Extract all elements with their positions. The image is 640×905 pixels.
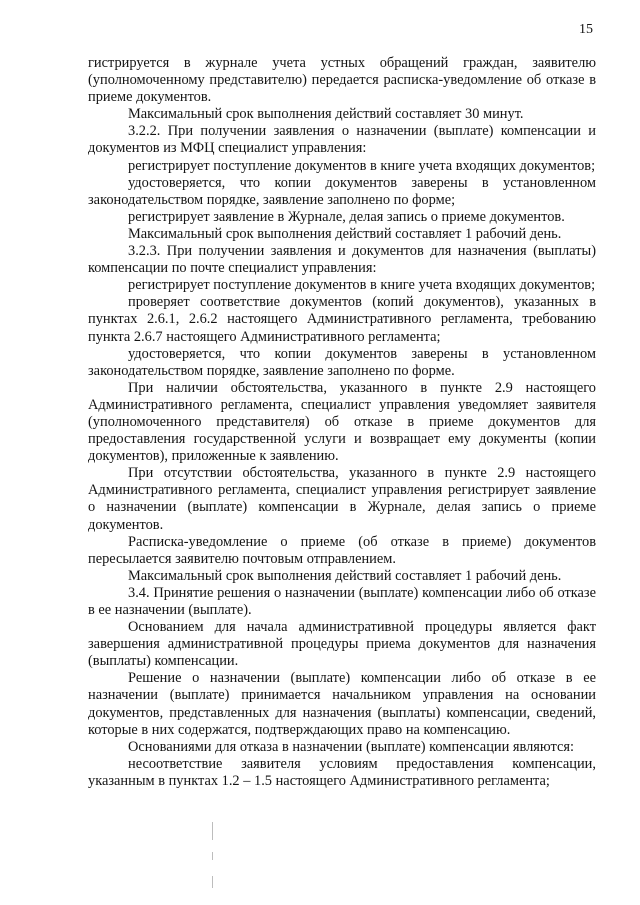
paragraph: При наличии обстоятельства, указанного в пункте 2.9 настоящего Административного регламента, специалист управления уведомляет заявителя (уполномоченного представителя) об отказе в приеме документов для предоставления государственной услуги и возвращает ему документы (копии документов), приложенные к заявлению. xyxy=(88,379,596,465)
scan-artifact-line xyxy=(212,852,213,860)
paragraph: 3.2.3. При получении заявления и документов для назначения (выплаты) компенсации по почте специалист управления: xyxy=(88,243,596,277)
paragraph: Основанием для начала административной процедуры является факт завершения административной процедуры приема документов для назначения (выплаты) компенсации. xyxy=(88,619,596,670)
paragraph: регистрирует поступление документов в книге учета входящих документов; xyxy=(128,277,596,294)
scan-artifact-line xyxy=(212,822,213,840)
paragraph: несоответствие заявителя условиям предоставления компенсации, указанным в пунктах 1.2 – 1.5 настоящего Административного регламента; xyxy=(88,755,596,789)
paragraph: удостоверяется, что копии документов заверены в установленном законодательством порядке, заявление заполнено по форме. xyxy=(88,345,596,379)
paragraph: Максимальный срок выполнения действий составляет 1 рабочий день. xyxy=(128,225,562,242)
paragraph: Основаниями для отказа в назначении (выплате) компенсации являются: xyxy=(128,738,574,755)
paragraph: Максимальный срок выполнения действий составляет 1 рабочий день. xyxy=(128,567,562,584)
paragraph: гистрируется в журнале учета устных обращений граждан, заявителю (уполномоченному представителю) передается расписка-уведомление об отказе в приеме документов. xyxy=(88,55,596,106)
paragraph: регистрирует заявление в Журнале, делая запись о приеме документов. xyxy=(128,208,565,225)
paragraph: При отсутствии обстоятельства, указанного в пункте 2.9 настоящего Административного регламента, специалист управления регистрирует заявление о назначении (выплате) компенсации в Журнале, делая запись о приеме документов. xyxy=(88,465,596,533)
paragraph: регистрирует поступление документов в книге учета входящих документов; xyxy=(128,157,596,174)
paragraph: удостоверяется, что копии документов заверены в установленном законодательством порядке, заявление заполнено по форме; xyxy=(88,174,596,208)
page-number: 15 xyxy=(579,22,593,37)
paragraph: Решение о назначении (выплате) компенсации либо об отказе в ее назначении (выплате) принимается начальником управления на основании документов, представленных для назначения (выплаты) компенсации, сведений, которые в них содержатся, подтверждающих право на компенсацию. xyxy=(88,670,596,738)
paragraph: проверяет соответствие документов (копий документов), указанных в пунктах 2.6.1, 2.6.2 настоящего Административного регламента, требованию пункта 2.6.7 настоящего Административного регламента; xyxy=(88,294,596,345)
paragraph: Максимальный срок выполнения действий составляет 30 минут. xyxy=(128,106,524,123)
paragraph: 3.2.2. При получении заявления о назначении (выплате) компенсации и документов из МФЦ специалист управления: xyxy=(88,123,596,157)
scan-artifact-line xyxy=(212,876,213,888)
body-text xyxy=(88,55,596,790)
paragraph: 3.4. Принятие решения о назначении (выплате) компенсации либо об отказе в ее назначении (выплате). xyxy=(88,584,596,618)
paragraph: Расписка-уведомление о приеме (об отказе в приеме) документов пересылается заявителю почтовым отправлением. xyxy=(88,533,596,567)
